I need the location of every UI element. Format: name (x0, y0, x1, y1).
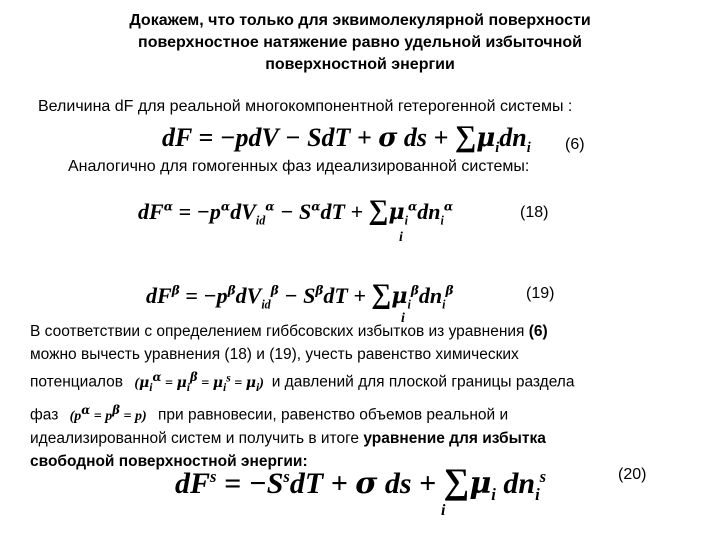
equation-18-sum-index: i (399, 230, 403, 245)
body-line-4: фаз $(p^\alpha = p^\beta = p)$ при равновесии, равенство объемов реальной и (30, 402, 509, 424)
equation-20-number: (20) (618, 466, 647, 483)
body-line-1: В соответствии с определением гиббсовских избытков из уравнения (6) (30, 323, 548, 340)
body-paragraph (30, 321, 700, 473)
equation-6-number: (6) (565, 136, 585, 153)
equation-19-sum-index: i (401, 311, 405, 326)
equation-6: dF = −pdV − SdT + σ ds + $\sum\mu_idn_i$ (162, 120, 531, 157)
title-line-1: Докажем, что только для эквимолекулярной поверхности (129, 12, 591, 29)
analog-text: Аналогично для гомогенных фаз идеализированной системы: (68, 158, 530, 175)
equation-19-number: (19) (526, 285, 555, 302)
equation-20: $dF^s = -S^sdT + \sigma$ ds + $\sum\mu_i$ $dn_i^s$ (175, 461, 547, 504)
chemical-potential-equality: $(\mu_i^\alpha = \mu_i^\beta = \mu_i^s = \mu_i)$ (127, 370, 268, 394)
equation-19: $dF^\beta = -p^\beta dV_{id}^\beta - S^\beta dT + \sum\mu_i^\beta dn_i^\beta$ (146, 279, 454, 312)
pressure-equality: $(p^\alpha = p^\beta = p)$ (62, 402, 154, 424)
slide-title (60, 10, 660, 76)
intro-text: Величина dF для реальной многокомпонентной гетерогенной системы : (38, 98, 573, 115)
equation-18-number: (18) (520, 204, 549, 221)
equation-20-sum-index: i (441, 502, 446, 519)
title-line-3: поверхностной энергии (265, 56, 455, 73)
equation-18: $dF^\alpha = -p^\alpha dV_{id}^\alpha - S^\alpha dT + \sum\mu_i^\alpha dn_i^\alpha$ (138, 195, 454, 228)
title-line-2: поверхностное натяжение равно удельной избыточной (138, 34, 582, 51)
body-line-3: потенциалов $(\mu_i^\alpha = \mu_i^\beta = \mu_i^s = \mu_i)$ и давлений для плоской границы раздела (30, 370, 575, 394)
body-line-2: можно вычесть уравнения (18) и (19), учесть равенство химических (30, 345, 519, 363)
body-line-6: свободной поверхностной энергии: (30, 452, 308, 470)
body-line-5: идеализированной систем и получить в итоге уравнение для избытка (30, 430, 546, 448)
